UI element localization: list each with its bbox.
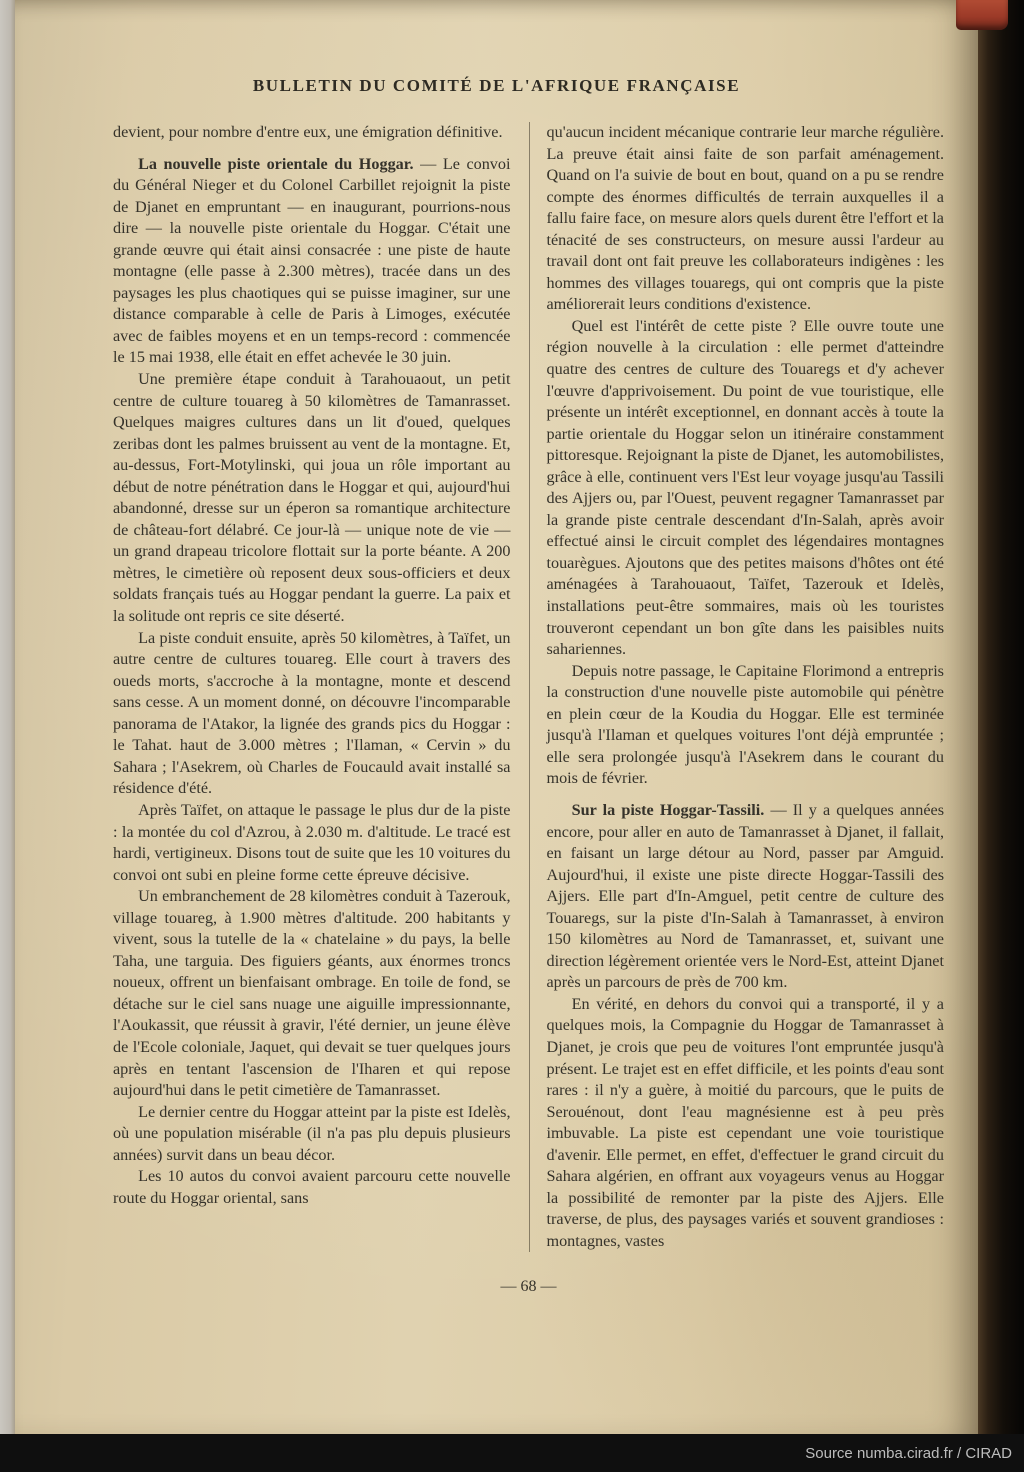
paragraph: La piste conduit ensuite, après 50 kilomètres, à Taïfet, un autre centre de cultures touareg. Elle court à travers des oueds morts, s'accroche à la montagne, monte et descend sans cesse. A un moment donné, on découvre l'incomparable panorama de l'Atakor, la lignée des grands pics du Hoggar : le Tahat. haut de 3.000 mètres ; l'Ilaman, « Cervin » du Sahara ; l'Asekrem, où Charles de Foucauld avait installé sa résidence d'été. bbox=[113, 628, 511, 798]
paragraph: Les 10 autos du convoi avaient parcouru cette nouvelle route du Hoggar oriental, sans bbox=[113, 1167, 511, 1207]
paragraph-text: — Le convoi du Général Nieger et du Colonel Carbillet rejoignit la piste de Djanet en empruntant — en inaugurant, pourrions-nous dire — la nouvelle piste orientale du Hoggar. C'était une grande œuvre qui était ainsi consacrée : une piste de haute montagne (elle passe à 2.300 mètres), tracée dans un des paysages les plus chaotiques qui se puisse imaginer, sur une distance comparable à celle de Paris à Limoges, exécutée avec de faibles moyens et en un temps-record : commencée le 15 mai 1938, elle était en effet achevée le 30 juin. bbox=[113, 154, 511, 367]
page-number: — 68 — bbox=[500, 1278, 557, 1296]
binding-headband bbox=[956, 0, 1008, 30]
source-bar bbox=[0, 1434, 1024, 1472]
book-binding bbox=[978, 0, 1024, 1434]
left-column bbox=[113, 122, 530, 1252]
page-edge-left bbox=[0, 0, 15, 1434]
paragraph-text: — Il y a quelques années encore, pour aller en auto de Tamanrasset à Djanet, il fallait, en faisant un large détour au Nord, passer par Amguid. Aujourd'hui, il existe une piste directe Hoggar-Tassili des Ajjers. Elle part d'In-Amguel, petit centre de culture des Touaregs, sur la piste d'In-Salah à Tamanrasset, à environ 150 kilomètres au Nord de Tamanrasset, et, suivant une direction légèrement orientée vers le Nord-Est, atteint Djanet après un parcours de près de 700 km. bbox=[546, 800, 944, 992]
paragraph: Un embranchement de 28 kilomètres conduit à Tazerouk, village touareg, à 1.900 mètres d'altitude. 200 habitants y vivent, sous la tutelle de la « chatelaine » du pays, la belle Taha, une targuia. Des figuiers géants, aux énormes troncs noueux, offrent un bienfaisant ombrage. En toile de fond, se détache sur le ciel sans nuage une aiguille impressionnante, l'Aoukassit, que réussit à gravir, l'été dernier, un jeune élève de l'Ecole coloniale, Jaquet, qui devait se tuer quelques jours après en tentant l'ascension de l'Iharen et qui repose aujourd'hui dans le petit cimetière de Tamanrasset. bbox=[113, 887, 511, 1100]
paragraph bbox=[113, 154, 511, 369]
paragraph: Une première étape conduit à Tarahouaout, un petit centre de culture touareg à 50 kilomètres de Tamanrasset. Quelques maigres cultures dans un lit d'oued, quelques zeribas dont les palmes bruissent au vent de la montagne. Et, au-dessus, Fort-Motylinski, qui joua un rôle important au début de notre pénétration dans le Hoggar et qui, aujourd'hui abandonné, dresse sur un éperon sa romantique architecture de château-fort délabré. Ce jour-là — unique note de vie — un grand drapeau tricolore flottait sur la porte béante. A 200 mètres, le cimetière où reposent deux sous-officiers et deux soldats français tués au Hoggar pendant la guerre. La paix et la solitude ont repris ce site déserté. bbox=[113, 370, 511, 626]
paragraph: Le dernier centre du Hoggar atteint par la piste est Idelès, où une population misérable (il n'a pas plu depuis plusieurs années) survit dans un beau décor. bbox=[113, 1102, 511, 1164]
text-block bbox=[15, 96, 978, 1252]
paragraph: Après Taïfet, on attaque le passage le plus dur de la piste : la montée du col d'Azrou, à 2.030 m. d'altitude. Le tracé est hardi, vertigineux. Disons tout de suite que les 10 voitures du convoi ont subi en pleine forme cette épreuve décisive. bbox=[113, 800, 511, 884]
running-head: BULLETIN DU COMITÉ DE L'AFRIQUE FRANÇAISE bbox=[252, 76, 741, 95]
paragraph: Depuis notre passage, le Capitaine Florimond a entrepris la construction d'une nouvelle piste automobile qui pénètre en plein cœur de la Koudia du Hoggar. Elle est terminée jusqu'à l'Ilaman et quelques voitures l'ont déjà empruntée ; elle sera prolongée jusqu'à l'Asekrem dans le courant du mois de février. bbox=[546, 661, 944, 788]
paragraph: qu'aucun incident mécanique contrarie leur marche régulière. La preuve était ainsi faite de son parfait aménagement. Quand on l'a suivie de bout en bout, quand on a pu se rendre compte des énormes difficultés de terrain auxquelles il a fallu faire face, on mesure alors quels durent être l'effort et la ténacité de ses constructeurs, on mesure aussi l'ardeur au travail dont ont fait preuve les collaborateurs indigènes : les hommes des villages touaregs, qui ont compris que la piste améliorerait leurs conditions d'existence. bbox=[546, 123, 944, 314]
right-column bbox=[530, 122, 945, 1252]
paragraph: devient, pour nombre d'entre eux, une émigration définitive. bbox=[113, 123, 503, 141]
paragraph: En vérité, en dehors du convoi qui a transporté, il y a quelques mois, la Compagnie du Hoggar de Tamanrasset à Djanet, je crois que peu de voitures l'ont empruntée jusqu'à présent. Le trajet est en effet difficile, et les points d'eau sont rares : il n'y a guère, à moitié du parcours, que le puits de Serouénout, dont l'eau magnésienne est à peu près imbuvable. La piste est cependant une voie touristique d'avenir. Elle permet, en effet, d'effectuer le grand circuit du Sahara algérien, en offrant aux voyageurs venus au Hoggar la possibilité de remonter par la piste des Ajjers. Elle traverse, de plus, des paysages variés et souvent grandioses : montagnes, vastes bbox=[546, 994, 944, 1250]
section-lead: La nouvelle piste orientale du Hoggar. bbox=[138, 154, 414, 173]
paragraph bbox=[547, 800, 945, 994]
source-credit: Source numba.cirad.fr / CIRAD bbox=[805, 1444, 1012, 1462]
section-lead: Sur la piste Hoggar-Tassili. bbox=[571, 800, 765, 819]
paper-page bbox=[15, 0, 978, 1434]
paragraph: Quel est l'intérêt de cette piste ? Elle ouvre toute une région nouvelle à la circulation : elle permet d'atteindre quatre des centres de culture des Touaregs et d'y achever l'œuvre d'apprivoisement. Du point de vue touristique, elle présente un intérêt exceptionnel, en donnant accès à toute la partie orientale du Hoggar selon un itinéraire constamment pittoresque. Rejoignant la piste de Djanet, les automobilistes, grâce à elle, continuent vers l'Est leur voyage jusqu'au Tassili des Ajjers ou, par l'Ouest, peuvent regagner Tamanrasset par la grande piste centrale descendant d'In-Salah, après avoir effectué ainsi le circuit complet des légendaires montagnes touarègues. Ajoutons que des petites maisons d'hôtes ont été aménagées à Tarahouaout, Taïfet, Tazerouk et Idelès, installations peut-être sommaires, mais où les touristes trouveront cependant un bon gîte dans les paisibles nuits sahariennes. bbox=[546, 316, 944, 659]
